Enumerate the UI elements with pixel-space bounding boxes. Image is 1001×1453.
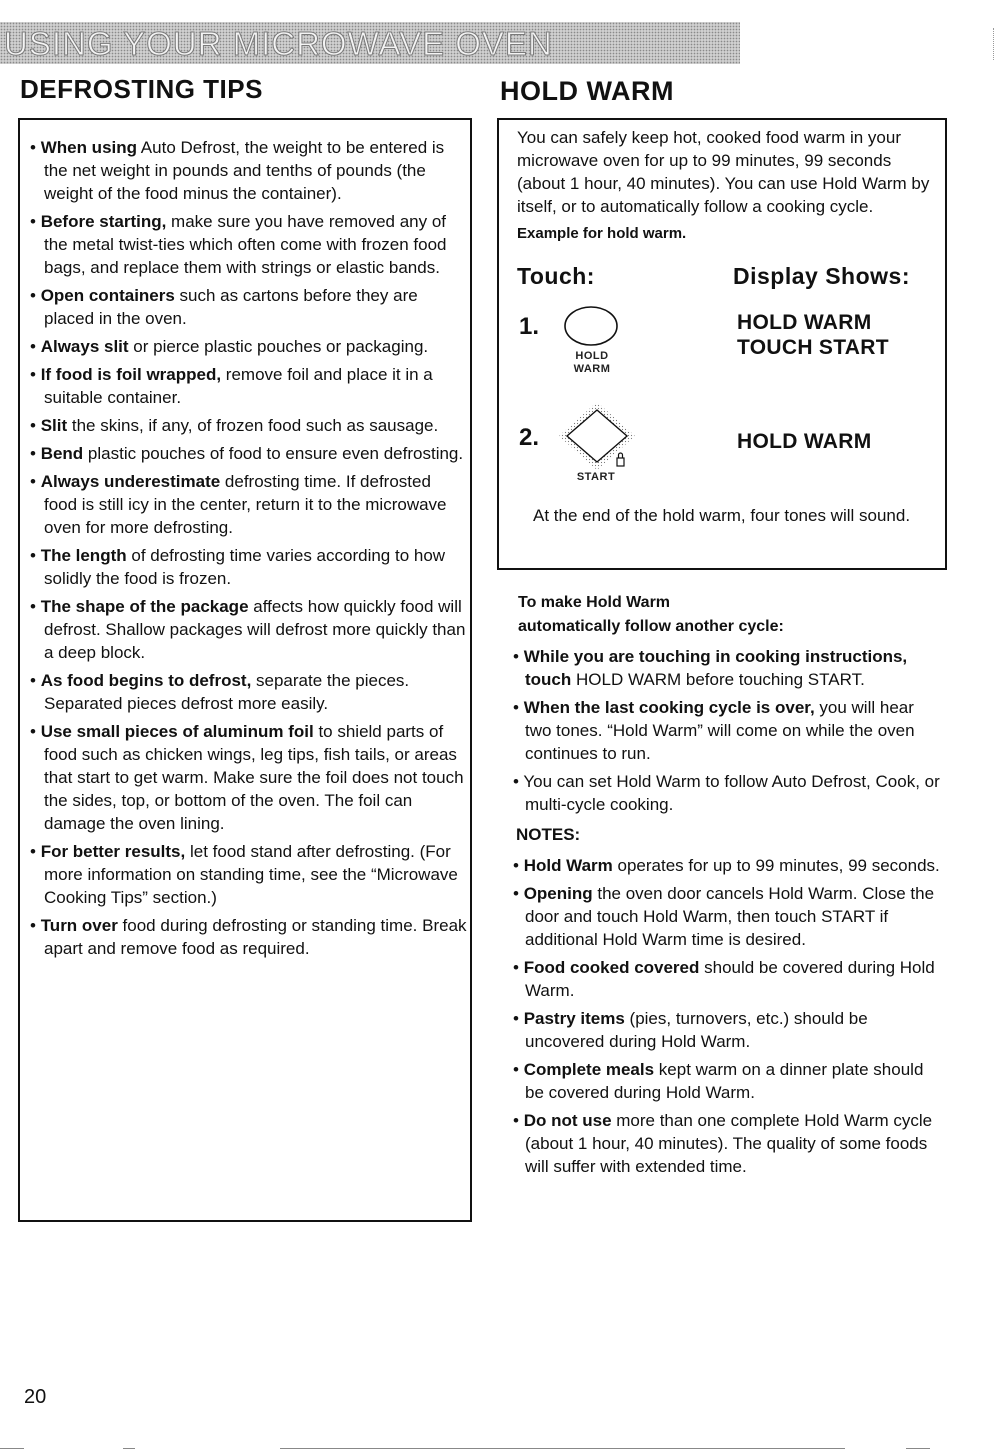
page-number: 20	[24, 1386, 47, 1408]
list-item: • While you are touching in cooking instructions, touch HOLD WARM before touching START.	[513, 647, 908, 689]
list-item: • Pastry items (pies, turnovers, etc.) should be uncovered during Hold Warm.	[513, 1009, 868, 1051]
list-item: • Food cooked covered should be covered during Hold Warm.	[513, 958, 935, 1000]
list-item: • The shape of the package affects how quickly food will defrost. Shallow packages will defrost more quickly than a deep block.	[30, 597, 466, 662]
step-number: 2.	[519, 424, 540, 451]
list-item: • Opening the oven door cancels Hold Warm. Close the door and touch Hold Warm, then touch START if additional Hold Warm time is desired.	[513, 884, 935, 949]
display-text: HOLD WARM	[737, 430, 872, 453]
hold-warm-intro: You can safely keep hot, cooked food warm in your microwave oven for up to 99 minutes, 99 seconds (about 1 hour, 40 minutes). You can use Hold Warm by itself, or to automatically follow a cooking cycle.	[517, 128, 930, 216]
start-key-label: START	[576, 471, 616, 483]
defrosting-tips-title: DEFROSTING TIPS	[20, 74, 263, 104]
list-item: • The length of defrosting time varies according to how solidly the food is frozen.	[30, 546, 446, 588]
warm-key-label: WARM	[573, 363, 611, 375]
list-item: • Open containers such as cartons before they are placed in the oven.	[30, 286, 418, 328]
list-item: • Bend plastic pouches of food to ensure even defrosting.	[30, 444, 464, 463]
list-item: • Slit the skins, if any, of frozen food such as sausage.	[30, 416, 439, 435]
list-item: • Do not use more than one complete Hold Warm cycle (about 1 hour, 40 minutes). The quality of some foods will suffer with extended time.	[513, 1111, 933, 1176]
bottom-rule	[906, 1448, 930, 1449]
auto-follow-list	[513, 645, 945, 821]
list-item: • Hold Warm operates for up to 99 minutes, 99 seconds.	[513, 856, 940, 875]
list-item: • Always underestimate defrosting time. If defrosted food is still icy in the center, return it to the microwave oven for more defrosting.	[30, 472, 447, 537]
list-item: • Turn over food during defrosting or standing time. Break apart and remove food as required.	[30, 916, 467, 958]
display-text: TOUCH START	[737, 336, 889, 359]
list-item: • For better results, let food stand after defrosting. (For more information on standing time, see the “Microwave Cooking Tips” section.)	[30, 842, 458, 907]
bottom-rule	[0, 1448, 24, 1449]
display-heading: Display Shows:	[733, 263, 910, 289]
edge-mark	[993, 28, 995, 60]
auto-follow-title: To make Hold Warm automatically follow another cycle:	[518, 594, 784, 635]
notes-heading: NOTES:	[516, 825, 581, 844]
list-item: • Use small pieces of aluminum foil to shield parts of food such as chicken wings, leg tips, fish tails, or areas that start to get warm. Make sure the foil does not touch the sides, top, or bottom of the oven. The foil can damage the oven lining.	[30, 722, 464, 833]
list-item: • You can set Hold Warm to follow Auto Defrost, Cook, or multi-cycle cooking.	[513, 772, 940, 814]
list-item: • As food begins to defrost, separate the pieces. Separated pieces defrost more easily.	[30, 671, 410, 713]
banner-title: USING YOUR MICROWAVE OVEN	[4, 25, 553, 62]
hold-key-label: HOLD	[575, 350, 609, 362]
list-item: • When the last cooking cycle is over, you will hear two tones. “Hold Warm” will come on while the oven continues to run.	[513, 698, 915, 763]
defrosting-tips-list	[30, 136, 468, 965]
list-item: • When using Auto Defrost, the weight to be entered is the net weight in pounds and tenths of pounds (the weight of the food minus the container).	[30, 138, 445, 203]
touch-heading: Touch:	[517, 263, 595, 289]
bottom-rule	[123, 1448, 135, 1449]
example-label: Example for hold warm.	[517, 225, 687, 242]
start-key-icon	[555, 398, 639, 478]
notes-list	[513, 854, 945, 1183]
display-text: HOLD WARM	[737, 311, 872, 334]
hold-warm-title: HOLD WARM	[500, 76, 674, 106]
section-banner	[0, 22, 740, 64]
hold-warm-key-icon	[560, 302, 626, 350]
end-note: At the end of the hold warm, four tones will sound.	[533, 506, 911, 525]
bottom-rule	[280, 1448, 845, 1449]
step-number: 1.	[519, 313, 540, 340]
list-item: • Complete meals kept warm on a dinner plate should be covered during Hold Warm.	[513, 1060, 924, 1102]
list-item: • Before starting, make sure you have removed any of the metal twist-ties which often come with frozen food bags, and replace them with strings or elastic bands.	[30, 212, 447, 277]
list-item: • Always slit or pierce plastic pouches or packaging.	[30, 337, 429, 356]
list-item: • If food is foil wrapped, remove foil and place it in a suitable container.	[30, 365, 433, 407]
